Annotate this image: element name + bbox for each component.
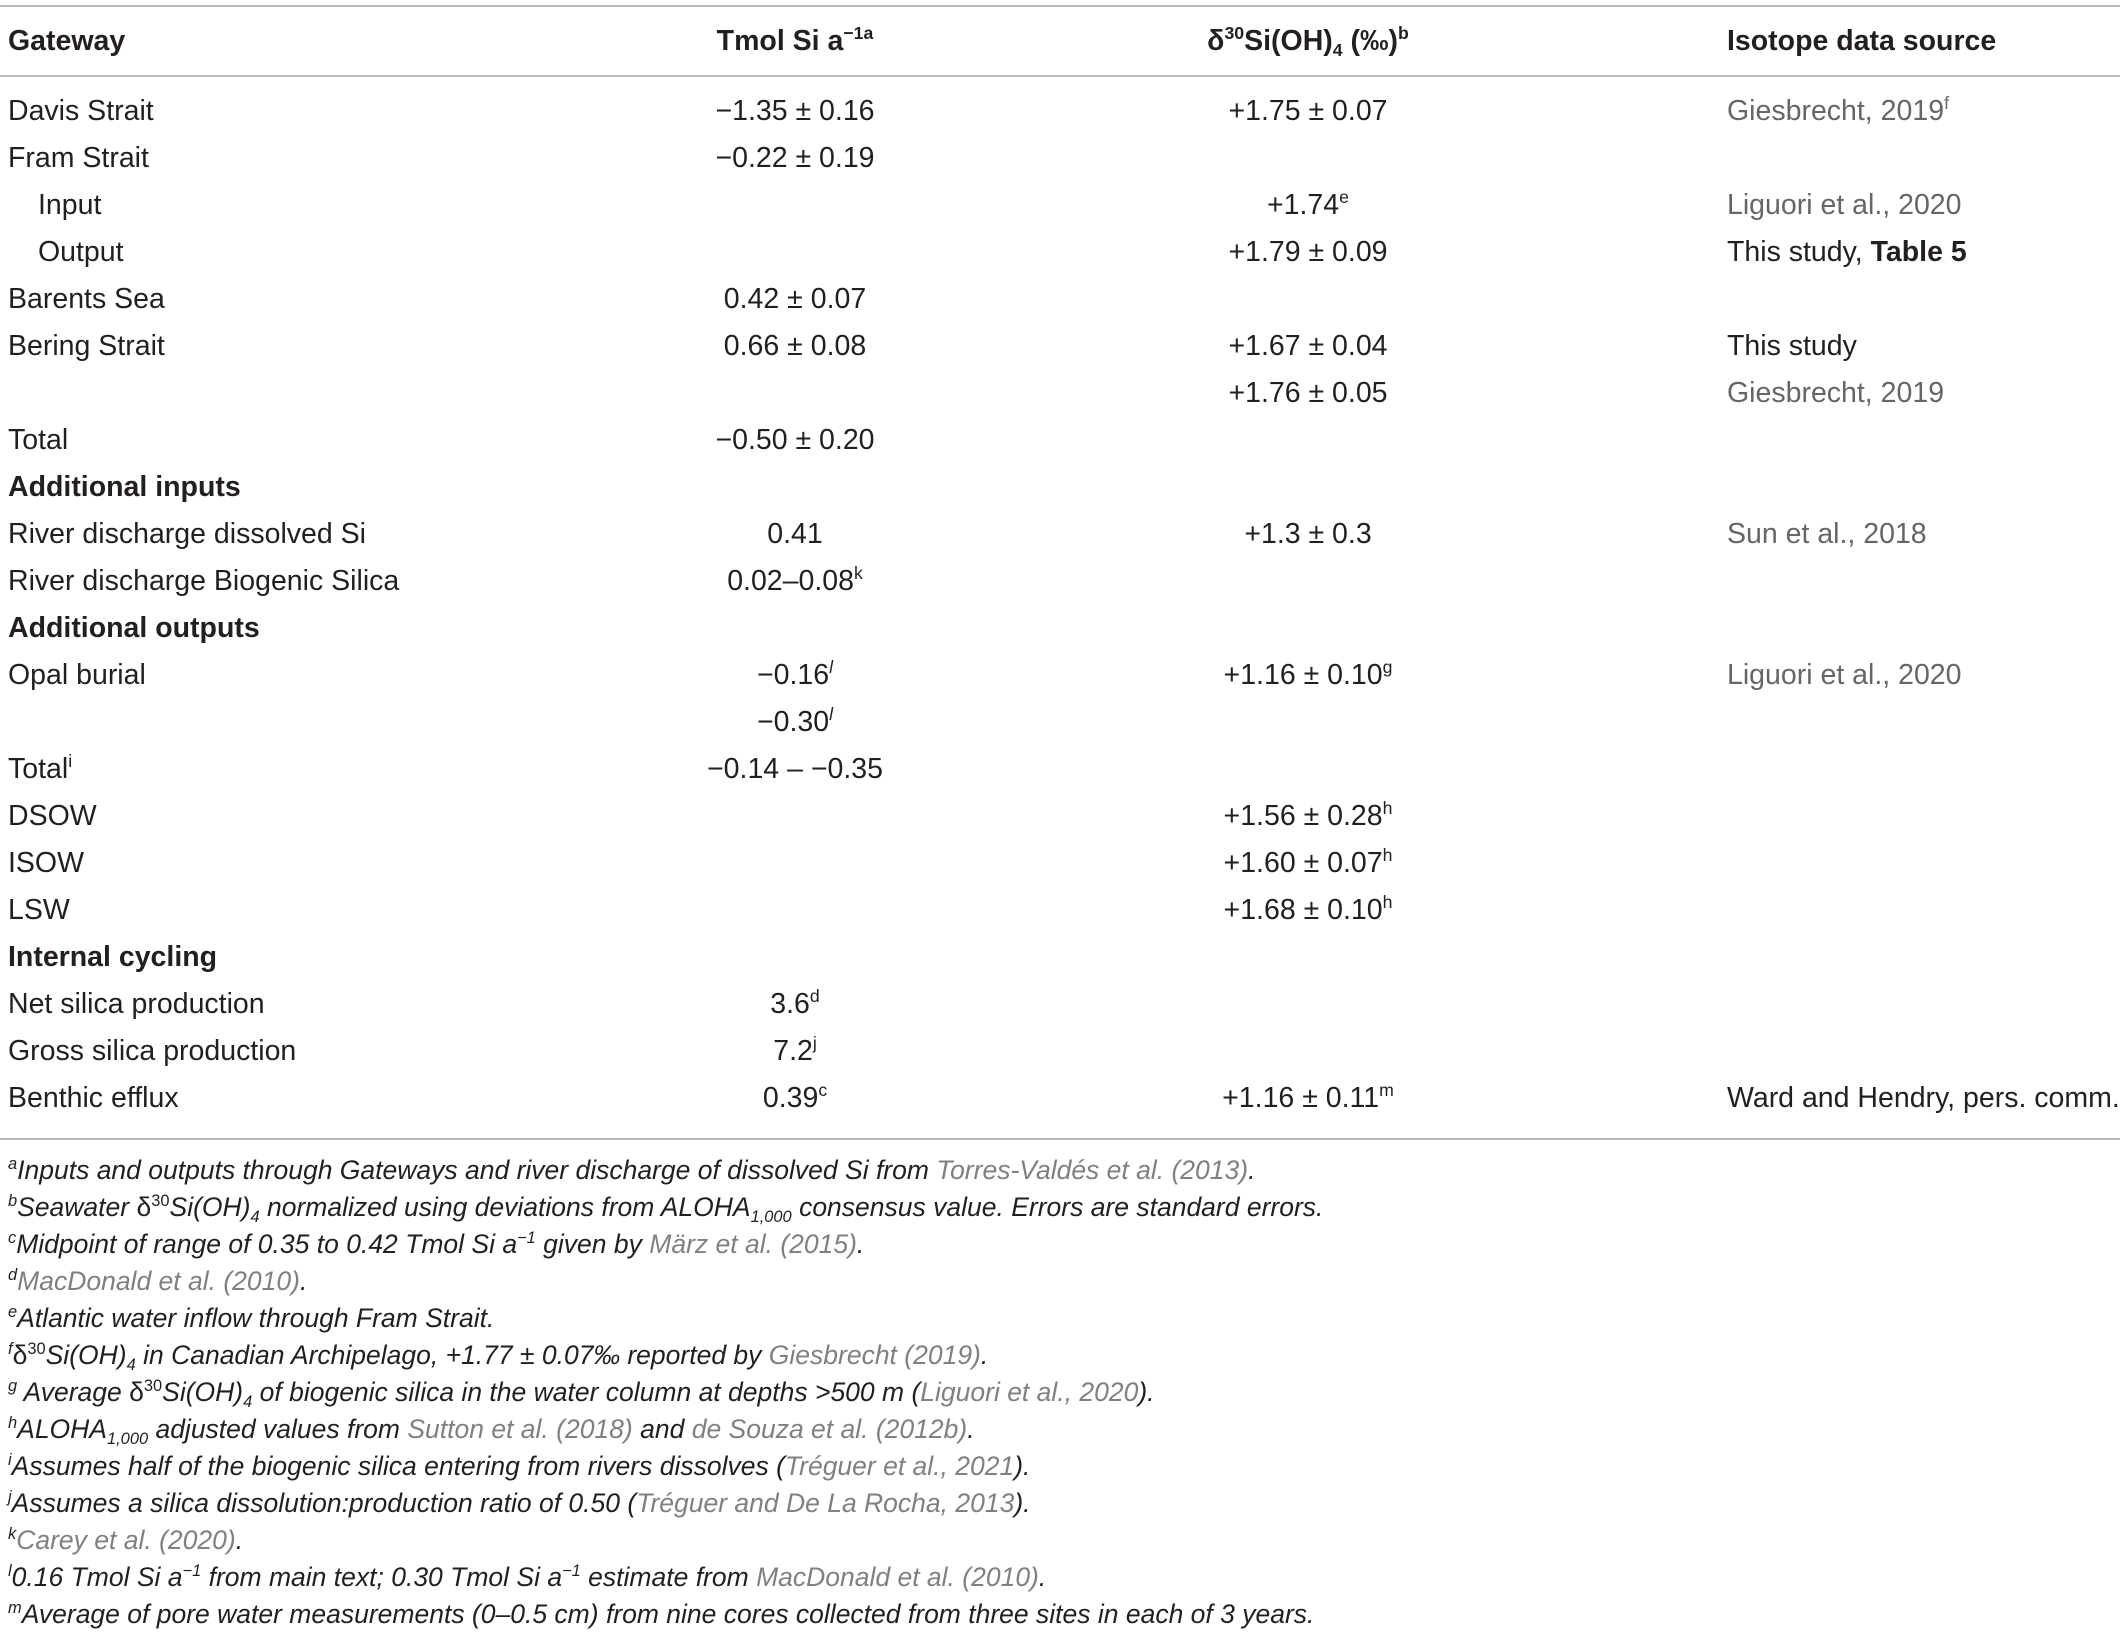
flux-value: 0.42 ± 0.07 <box>723 283 867 315</box>
footnote-c: $^c$Midpoint of range of 0.35 to 0.42 Tmol Si $a^{-1}$ given by März et al. (2015). <box>8 1229 865 1259</box>
flux-value: −0.14 – −0.35 <box>707 753 883 785</box>
isotope-value: +1.16 ± 0.10$^g$ <box>1223 657 1393 691</box>
table-row <box>0 840 2120 887</box>
flux-value: −0.50 ± 0.20 <box>715 424 875 456</box>
header-source: Isotope data source <box>1727 25 1997 57</box>
table-row <box>0 887 2120 934</box>
table-row <box>0 699 2120 746</box>
table-row <box>0 229 2120 276</box>
flux-value: −0.22 ± 0.19 <box>715 142 875 174</box>
reference-link[interactable]: Torres-Valdés et al. (2013) <box>936 1155 1249 1185</box>
source-text: Sun et al., 2018 <box>1727 518 1927 550</box>
table-row <box>0 135 2120 182</box>
flux-value: 0.39$^c$ <box>762 1080 828 1114</box>
flux-value: −1.35 ± 0.16 <box>715 95 875 127</box>
table-top-rule <box>0 5 2120 7</box>
section-label: Additional outputs <box>8 612 260 644</box>
isotope-value: +1.75 ± 0.07 <box>1228 95 1388 127</box>
row-label: Opal burial <box>8 659 146 691</box>
footnote-b: $^b$Seawater $\delta^{30}Si(OH)_4$ normalized using deviations from $ALOHA_{1,000}$ consensus value. Errors are standard errors. <box>8 1192 1324 1226</box>
source-text: Giesbrecht, 2019 <box>1727 377 1945 409</box>
source-text: This study <box>1727 330 1857 362</box>
reference-link[interactable]: MacDonald et al. (2010) <box>17 1266 300 1296</box>
section-label: Additional inputs <box>8 471 241 503</box>
footnote-m: $^m$Average of pore water measurements (0–0.5 cm) from nine cores collected from three sites in each of 3 years. <box>8 1599 1315 1629</box>
flux-value: 0.66 ± 0.08 <box>723 330 867 362</box>
row-label: LSW <box>8 894 70 926</box>
table-row <box>0 182 2120 229</box>
table-row <box>0 652 2120 699</box>
reference-link[interactable]: Liguori et al., 2020 <box>920 1377 1139 1407</box>
reference-link[interactable]: Carey et al. (2020) <box>16 1525 236 1555</box>
row-label: Total$^i$ <box>8 751 73 785</box>
flux-value: $-0.30^l$ <box>756 704 834 738</box>
section-heading <box>0 605 2120 652</box>
flux-value: 7.2$^j$ <box>773 1033 817 1067</box>
flux-value: 0.41 <box>767 518 823 550</box>
table-row <box>0 370 2120 417</box>
table-row <box>0 746 2120 793</box>
footnote-j: $^j$Assumes a silica dissolution:production ratio of 0.50 (Tréguer and De La Rocha, 2013). <box>8 1488 1031 1518</box>
isotope-value: +1.67 ± 0.04 <box>1228 330 1388 362</box>
table-row <box>0 558 2120 605</box>
row-label: Fram Strait <box>8 142 149 174</box>
table-row <box>0 981 2120 1028</box>
reference-link[interactable]: de Souza et al. (2012b) <box>691 1414 968 1444</box>
table-row <box>0 793 2120 840</box>
footnote-k: $^k$Carey et al. (2020). <box>8 1525 244 1555</box>
section-label: Internal cycling <box>8 941 218 973</box>
isotope-value: +1.79 ± 0.09 <box>1228 236 1388 268</box>
flux-value: 0.02–0.08$^k$ <box>727 563 863 597</box>
footnote-a: $^a$Inputs and outputs through Gateways and river discharge of dissolved Si from Torres-Valdés et al. (2013). <box>8 1155 1256 1185</box>
source-text: Liguori et al., 2020 <box>1727 659 1962 691</box>
row-label: Bering Strait <box>8 330 165 362</box>
header-isotope: $\delta^{30}Si(OH)_4$ (‰)$^b$ <box>1207 23 1409 61</box>
footnote-l: $^l$0.16 Tmol Si $a^{-1}$ from main text; 0.30 Tmol Si $a^{-1}$ estimate from MacDonald et al. (2010). <box>8 1562 1047 1592</box>
isotope-value: $+1.16 \pm 0.11^m$ <box>1222 1080 1394 1114</box>
row-label: River discharge Biogenic Silica <box>8 565 400 597</box>
footnote-e: $^e$Atlantic water inflow through Fram Strait. <box>8 1303 495 1333</box>
row-label: Total <box>8 424 69 456</box>
footnote-i: $^i$Assumes half of the biogenic silica entering from rivers dissolves (Tréguer et al., 2021). <box>8 1451 1031 1481</box>
flux-value: $-0.16^l$ <box>756 657 834 691</box>
isotope-value: +1.56 ± 0.28$^h$ <box>1223 798 1393 832</box>
row-label: Barents Sea <box>8 283 165 315</box>
table-row <box>0 417 2120 464</box>
row-label: Output <box>38 236 124 268</box>
row-label: Gross silica production <box>8 1035 297 1067</box>
reference-link[interactable]: Giesbrecht (2019) <box>768 1340 981 1370</box>
table-row <box>0 511 2120 558</box>
table-row <box>0 88 2120 135</box>
reference-link[interactable]: Sutton et al. (2018) <box>407 1414 633 1444</box>
isotope-value: +1.68 ± 0.10$^h$ <box>1223 892 1393 926</box>
isotope-value: +1.3 ± 0.3 <box>1244 518 1372 550</box>
row-label: ISOW <box>8 847 84 879</box>
table-header-row <box>0 18 2120 65</box>
reference-link[interactable]: MacDonald et al. (2010) <box>756 1562 1039 1592</box>
section-heading <box>0 464 2120 511</box>
reference-link[interactable]: März et al. (2015) <box>649 1229 857 1259</box>
row-label: DSOW <box>8 800 97 832</box>
table-header-rule <box>0 75 2120 77</box>
header-flux: Tmol Si $a^{-1a}$ <box>716 23 874 57</box>
source-text: This study, Table 5 <box>1727 236 1967 268</box>
row-label: Net silica production <box>8 988 265 1020</box>
header-gateway: Gateway <box>8 25 126 57</box>
table-row <box>0 276 2120 323</box>
reference-link[interactable]: Tréguer et al., 2021 <box>784 1451 1015 1481</box>
row-label: Benthic efflux <box>8 1082 179 1114</box>
table-row <box>0 1075 2120 1122</box>
row-label: River discharge dissolved Si <box>8 518 366 550</box>
source-text: Ward and Hendry, pers. comm. <box>1727 1082 2120 1114</box>
row-label: Input <box>38 189 102 221</box>
section-heading <box>0 934 2120 981</box>
isotope-value: +1.74$^e$ <box>1267 187 1349 221</box>
table-bottom-rule <box>0 1138 2120 1140</box>
isotope-value: +1.76 ± 0.05 <box>1228 377 1388 409</box>
row-label: Davis Strait <box>8 95 154 127</box>
footnote-f: $^f\delta^{30}Si(OH)_4$ in Canadian Archipelago, +1.77 ± 0.07‰ reported by Giesbrecht (2019). <box>8 1340 989 1374</box>
table-row <box>0 323 2120 370</box>
isotope-value: +1.60 ± 0.07$^h$ <box>1223 845 1393 879</box>
reference-link[interactable]: Tréguer and De La Rocha, 2013 <box>636 1488 1015 1518</box>
footnote-d: $^d$MacDonald et al. (2010). <box>8 1266 308 1296</box>
source-text: Liguori et al., 2020 <box>1727 189 1962 221</box>
table-row <box>0 1028 2120 1075</box>
footnote-h: $^hALOHA_{1,000}$ adjusted values from Sutton et al. (2018) and de Souza et al. (2012b). <box>8 1414 975 1448</box>
source-text: Giesbrecht, 2019$^f$ <box>1727 93 1949 127</box>
footnote-g: $^g$ Average $\delta^{30}Si(OH)_4$ of biogenic silica in the water column at depths >500 m (Liguori et al., 2020). <box>8 1377 1155 1411</box>
flux-value: 3.6$^d$ <box>770 986 820 1020</box>
